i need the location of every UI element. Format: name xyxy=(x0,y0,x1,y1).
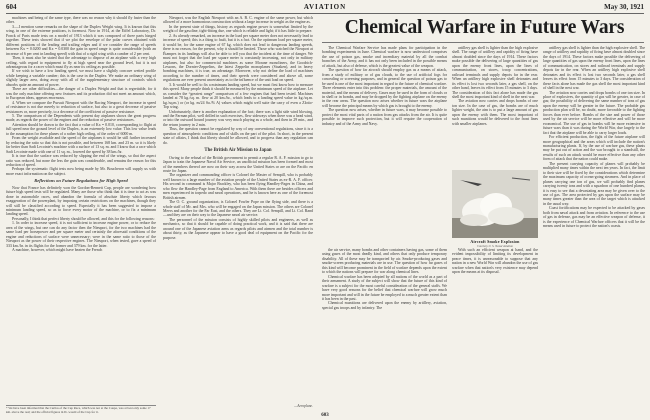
article-credit: —Aeroplane. xyxy=(294,404,313,408)
paragraph: From the weight available and the speed of the airplanes it would be still further increased by reducing the ratio so that this is not possible, and between 168 km. and 23 m. so it is likely far better than Sadi Lecointe's machine with a surface of 13 sq. m. and I know that a race which Sadi Lecointe made with one of 11 sq. m., lowered the speed by 38 km./hr. xyxy=(6,136,156,154)
feature-title: Chemical Warfare in Future Wars xyxy=(344,17,625,38)
header-date: May 30, 1921 xyxy=(604,3,644,11)
paragraph: A machine, however, which might have beaten the French xyxy=(12,248,103,253)
paragraph: If we wish to have a low landing speed, we must have a slightly concave wetted profile while keeping a variable camber; this is the case in the Duplex. We make an ordinary wing of slightly larger area, doing away with all of the supplementary structure of controls which absorbs quite an amount of power. xyxy=(6,69,156,87)
photo-caption: Aircraft Smoke Explosion xyxy=(470,239,520,244)
paragraph: In the present state of things, history as regards engine power is somewhat limited by the weight of the gasoline, tight-fitting due, one which is reliable and light; if it has little to prepare. xyxy=(163,24,313,34)
paragraph: 4. When we compare the Pursuit Nieuport with the Racing Nieuport, the increase in speed of resistance is not due merely to reduction of surface, but also to a great decrease of passive resistances or, more precisely, to a decrease of the coefficient of passive resistance. xyxy=(6,100,156,114)
paragraph: the air service, many bombs and other containers having gas, some of them using gases of the most deadly kind, and others that only produce temporary disability. All of these may be transported by air. Smoke-producing gases and smoke-screen producing materials are in use. The question of how far gases of this kind will become prominent in the field of warfare depends upon the extent to which the nations will prepare for war along chemical lines. xyxy=(322,248,447,275)
left-article-column xyxy=(6,16,156,411)
paragraph: machines and being of the same type, there was no reason why it should fly faster than the other. xyxy=(6,16,156,25)
paragraph: 3. It would be well to fix a minimum landing speed, but we must first know how to measure this speed. Many people think it should be measured by the minimum speed of the airplane. Let us consider the “greatest range” comparison of a few engines that had been tested. Machines landed at 78 kg./sq. m. flew at 20 km./hr., which leads to a landing speed value in kg./sq.m. kg./sq.m.) or (or kg. m/24 Sa./% A) values which might well suite the carry of even a Zlotto-Top wing. xyxy=(163,82,313,110)
feature-column-1-lower xyxy=(322,248,447,413)
paragraph: Coast fortifications may be expected to be attacked by gases both from naval attack and from aviation. In reference to the use of gas in defense, gas may be an effective weapon of defense, it is the experience of Chemical Warfare officers that it will be the means used in future to protect the nation's coasts. xyxy=(543,206,645,229)
header-magazine-name: AVIATION xyxy=(303,3,347,11)
header-page-number: 604 xyxy=(6,3,17,11)
paragraph: The question of how far aircraft should employ gas as a means of attack, from a study of military or of gas clouds, to the use of artificial fogs for concealing or screening purposes, and in general the question of poison gas to be used is one of the most important in regard to the future of chemical warfare. Three elements enter into this problem: the proper materials, the amount of the material, and the means of delivery. Gases may be used in the form of clouds or in shell or in bombs, and may be dropped by the fighting airplane on the enemy in the rear areas. The question now arises whether in future wars the airplane will become the principal means by which gas is brought to the enemy. xyxy=(322,68,447,108)
paragraph: Perhaps the systematic flight tests now being made by Mr. Boucheron will supply us with more exact information on the subject. xyxy=(6,167,156,176)
paragraph: The Chemical Warfare Service has made plans for participation in the bombing experiments in June. Chemical warfare is now understood comprises the use of poison gas, smoke and incendiary material by all the combat branches of the Army, and it has not only been included in the possible means of attack, but also of defense, which is the greatest value of the weapon. xyxy=(322,46,447,68)
paragraph: The present carrying capacity of planes will probably be multiplied many times within the next ten years. In fact, the limit to their size will be fixed by the considerations which determine the maximum capacity of ocean-going steamers. And in place of planes carrying one ton of gas, we will probably find planes carrying twenty tons and with a squadron of one hundred planes, it is easy to see that a devastating area may be given over to the use of gas. The area protected by gas upon the surface may be many times greater than the area of the target which is attacked in the usual way. xyxy=(543,161,645,206)
paragraph: The aviation now carries and drops bombs of one ton size. In the case of gas, the bombs are of much lighter weight, the aim is to put a large amount of gas upon the enemy with them. The most important of such munitions would be delivered to the front lines with smaller airplanes. xyxy=(452,99,538,126)
footnote: * We have been informed that the Curtiss of the Cup Race, which was not at the Coupe, was at best only some 17 km. above the real; and the official figures in Ib. would of the Cup for it. xyxy=(6,405,156,414)
paragraph: Chemical warfare has been adopted by all nations of the world as a part of their armament. A study of the subject will show that the future of this kind of warfare is a subject for the most careful consideration of the general staffs. We have very good reasons for the belief that chemical warfare will grow much more important and will in the future be employed to a much greater extent than it has been in the past. xyxy=(322,274,447,301)
paragraph: Attention should be drawn to the fact that a value of Kx = 0.010, corresponding to flight at full speed near the ground level of the Duplex, is an extremely low value. This low value leads to the assumption for these planes of a rather high ceiling, of the order of 6000 m. xyxy=(6,122,156,136)
paragraph: artillery gas shell is lighter than the high explosive shell. The range of artillery and rapidity of firing have almost doubled since the days of 1914. These factors make possible the delivering of large quantities of gas upon the enemy front lines, upon the lines of communication, on stores, troop concentrations, railroad terminals and supply depots far in the rear. When an artillery high explosive shell detonates and its effect is lost two seconds later, a gas shell, on the other hand, leaves its effect from 15 minutes to 3 days. The consideration of this fact alone has made the gas shell the most important kind of shell in the next war. xyxy=(452,46,538,99)
paragraph: The question now arises, whether in future wars, it may become possible to protect the most vital parts of a nation from gas attacks from the air. It is quite possible to improve such protection, but it will require the cooperation of industry and of the Army and Navy. xyxy=(322,108,447,126)
feature-column-3 xyxy=(543,46,645,416)
paragraph: Nieuport, was the English Nieuport with an A. B. C. engine of the same power, but which allowed of a more harmonious construction without a large increase in weight as the engine as. xyxy=(163,16,313,25)
paragraph: Now that France has definitely won the Gordon-Bennett Cup, people are wondering how future high speed tests will be regulated. Many are those who think that it is time to act as was done in automobile races, and abandon the formula of absolute liberty which favours exaggeration of the powerplant, by imposing certain restrictions on the machines, though they will still be classified according to speed. Especially it has been suggested to impose a minimum landing speed, so as to force every motor of the machine, or to fix a minimum landing speed. xyxy=(6,185,156,217)
paragraph: It is true that the surface was reduced by slipping the end of the wings, so that the aspect ratio was reduced, but none the less the gain was considerable, and remains the reason for this reduction of speed. xyxy=(6,154,156,167)
smoke-explosion-illustration xyxy=(452,170,538,238)
paragraph: Personally, I think that perfect liberty should be allowed, and this for the following reasons: xyxy=(12,216,155,221)
paragraph: There are other difficulties—the danger of a Duplex Weight and that is regrettable, for it was the only machine offering new features and its production did not meet an amount which, to European ideas, appears enormous. xyxy=(6,87,156,101)
page-header xyxy=(6,3,644,14)
subheading: The British Air Mission to Japan xyxy=(204,148,272,154)
paragraph: 2. As already remarked, an increase in the load per square meter does not necessarily lead to increase of speed; this is a thing to fault, but it is a fact. On the optimum load per square meter, it would be, for the same engine of 67 kg. which does not lead to dangerous landing speeds, there is no reason, for the present, why it should be limited. Those who watched the Nieuport at Étampes in its landings will also be able to tell you that the incident at the time of danger. We must not forget that the load per square meter is constantly increasing, not only in military airplanes, but also for commercial machines as some Morane monoliners, the Goodrich-Lessons, the Dornier-Zeppelins, the latest Zeppelin monoplanes (Staaken), and in heavy bombing machines, it is true, an advantage. Moreover, why not define the load of machines according to the number of times, and their speeds were considered and above all, some regulations are ever present uncertainty as to the influence of the unit load on speed. xyxy=(163,33,313,83)
feature-column-2 xyxy=(452,46,538,168)
paragraph: Owing to the refusal of the British government to permit a regular R. A. F. mission to go to Japan to train the Japanese Naval Air Service, an unofficial mission has been formed and most of the members thereof are now on their way across the United States or are on the Pacific en route for Japan. xyxy=(163,155,313,173)
photo-credit: Courtesy U. S. Naval Aviation xyxy=(476,244,514,248)
paragraph: 1. In order to increase speed, it is not sufficient to increase engine power, or to reduce the area of the wings, but one can do any factor then the Nieuport, for the two machines had the same load per horsepower and per square meter and certainly the aforesaid conditions of the engine and reductions of surface were unnecessary; were in the same ratio to those of the Nieuport as the power of their respective engines. The Nieuport, when tested, gave a speed of 333 km./hr. in its flights for the former and 379 km. for the latter. xyxy=(6,221,156,248)
paragraph: The O. C. ground organization, is Colonel Fowler Pope on the flying side, and there is a whole staff of Mr. and Mrs. who will be engaged on the Japan mission. The others are Colonel Meers and another for the Far East, and the others. They are Lt. Col. Sempill, and Lt. Col. Rand—and they are on their way to the Japanese naval air service. xyxy=(163,200,313,218)
paragraph: The personnel of the mission consists of highly skilled pilots and engineers, as well as mechanics, so that it should be capable of doing practical work, and it is said that there are around one of the Japanese aviation arms as regards pilots and airmen and the total number is about thirty, as the Japanese appear to have a good deal of equipment on the Pacific for the purpose. xyxy=(163,217,313,240)
feature-column-1 xyxy=(322,46,447,231)
paragraph: The organizer and commanding officer is Colonel the Master of Sempill, who is probably well known to a large number of the aviation people of the United States as ex-R. A. F. officer. His second in command is Major Brackley, who has been flying Handley-Pages in China, and who flew the Handley-Page from England to America. With them there are besides officers and men experienced in torpedo and naval operations, and he is known here as one of the foremost British airmen. xyxy=(163,173,313,200)
aircraft-smoke-photo xyxy=(452,170,538,238)
middle-article-column xyxy=(163,16,313,401)
subheading: Reflections on Future Regulations for High Speed xyxy=(34,178,128,184)
feature-column-2-lower xyxy=(452,248,538,413)
paragraph: Then, it must also be stated that the advantage to dispose of an airplane with a very high ceiling, with regard to equipment to fly at high speed near the ground level, but it is not advantageous for a racer which must fly as near its ceiling as possible. xyxy=(6,56,156,69)
page-number: 603 xyxy=(321,413,329,418)
paragraph: For efficient production, the fight of the future airplane will more geographical and the areas which will include the nation's manufacturing plants. If, by the use of warfare gas, these plants may be put out of action and the war brought to a standstill, the results of such an attack would be more effective than any other form of attack that the nation could make. xyxy=(543,135,645,162)
paragraph: Chemical munitions are delivered upon the enemy by artillery, aviation, special gas troops and by infantry. The xyxy=(322,301,447,310)
paragraph: artillery gas shell is lighter than the high explosive shell. The range of artillery and rapidity of firing have almost doubled since the days of 1914. These factors make possible the delivering of large quantities of gas upon the enemy front lines, upon the lines of communication, on stores and railroad terminals and supply depots far in the rear. When an artillery high explosive shell detonates and its effect is lost two seconds later, a gas shell leaves its effect from 15 minutes to 3 days. The consideration of these facts alone has made the gas shell the most important kind of shell in the next war. xyxy=(543,46,645,91)
paragraph: With such an efficient weapon at hand, and the evident impossibility of limiting its development in peace times, it is unreasonable to suppose that any nation in a new World War will abandon the use of gas warfare when that nation's very existence may depend upon the means at its disposal. xyxy=(452,248,538,275)
paragraph: Unfortunately, there is another explanation of the fact; there was a light side wind blowing, and the Farman pilot, well drilled in such exercises, flew sideways when there was a head wind, or into the outward bound journey was very much playing as a whole, and then in 29 min., and the return journey in 2 min. xyxy=(163,109,313,127)
paragraph: The aviation now carries and drops bombs of one ton size. In place of explosives, the quantity of gas will be greater, in case of gas; the possibility of delivering the same number of tons of gas upon the enemy will be greater in the future. The probable gas production plan will be, no doubt, more favorable to the fighting forces than ever before. Bombs of the size and power of those used by the air service will be more effective and will be more economical. The use of gas in bombs will be more extensive in future wars than it was during the World War, due largely to the fact that the airplane will be able to carry larger loads. xyxy=(543,90,645,135)
paragraph: 5. The comparison of the Dependents with present day airplanes shows the great progress made, as regards the power of the engines and the reduction of passive resistances. xyxy=(6,113,156,123)
paragraph: Thus, the question cannot be regulated by way of any conventional regulations, since it is a question of atmospheric conditions and of skills on the part of the pilot. In short, in the present state of affairs, I think that liberty should be allowed, and to progress than any regulation can do. xyxy=(163,127,313,145)
title-divider xyxy=(322,42,644,43)
paragraph: 3.—I mention some remarks on the shape of the Duplex Weight wing. It is known that this wing, in one of the extreme positions, is foremost. Now in 1914, at the Eiffel Laboratory, Dr. Fonck of Paris made tests on a model of 1913 which it was composed of three parts hinged together. These tests showed that if we plot the envelope of the polar curves obtained with different positions of the leading and trailing edges and if we consider the range of speeds between Kx = 0.0200 and Kx = 0.0300 the gain in speed range is quite considerable (with an increase of 6 per cent in landing speed) with that of a rigid wing with a camber of 2 per cent. xyxy=(6,24,156,56)
